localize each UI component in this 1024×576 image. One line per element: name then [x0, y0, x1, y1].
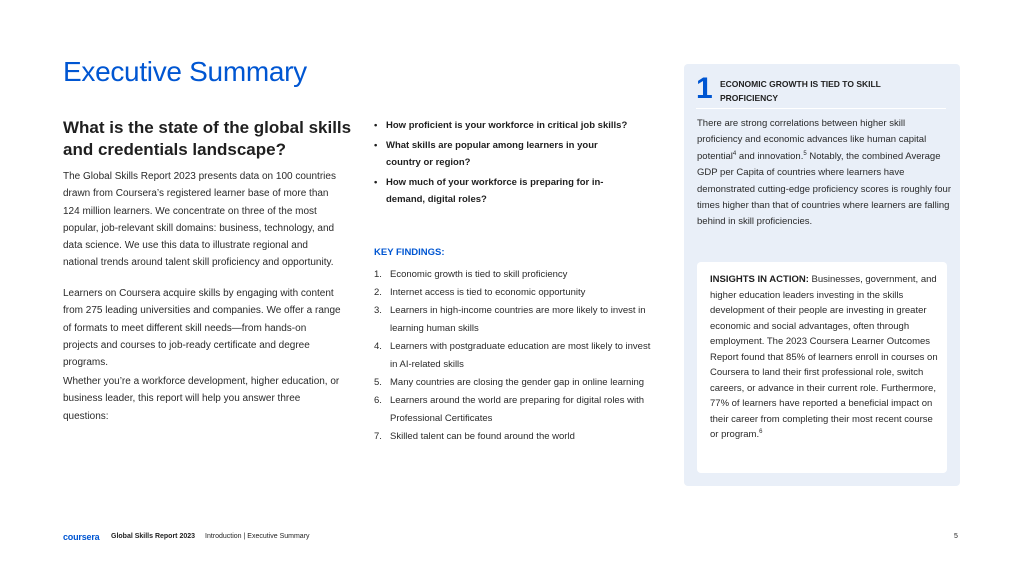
panel-body-text: Notably, the combined Average GDP per Capita of countries where learners have demonstrated cutting-edge proficiency scores is roughly four times higher than that of countries where learners are falling behind in skill proficiencies. — [697, 150, 951, 228]
finding-item — [374, 374, 659, 392]
question-item — [374, 174, 634, 208]
finding-text: Learners with postgraduate education are most likely to invest in AI-related skills — [390, 341, 651, 370]
panel-body-text: and innovation. — [736, 150, 804, 162]
finding-text: Many countries are closing the gender gap in online learning — [390, 377, 645, 388]
intro-paragraph-3: Whether you’re a workforce development, higher education, or business leader, this report will help you answer three questions: — [63, 376, 340, 422]
finding-item — [374, 392, 659, 428]
intro-paragraph-2: Learners on Coursera acquire skills by engaging with content from 275 leading universities and companies. We offer a range of formats to meet different skill needs—from hands-on projects and courses to job-ready certificate and degree programs. — [63, 288, 341, 369]
footnote-ref: 4 — [732, 150, 737, 157]
questions-list — [374, 117, 634, 211]
page-number: 5 — [954, 533, 958, 540]
finding-item — [374, 338, 659, 374]
insights-label: INSIGHTS IN ACTION: — [710, 274, 809, 285]
bullet-icon: • — [374, 140, 378, 151]
finding-number: 1. — [374, 269, 382, 280]
finding-text: Learners in high-income countries are more likely to invest in learning human skills — [390, 305, 646, 334]
section-question: What is the state of the global skills and credentials landscape? — [63, 118, 352, 159]
footer-section-label: Introduction | Executive Summary — [205, 533, 310, 540]
intro-paragraph-1: The Global Skills Report 2023 presents data on 100 countries drawn from Coursera’s registered learner base of more than 124 million learners. We concentrate on three of the most popular, job-relevant skill domains: business, technology, and data science. We use this data to illustrate regional and national trends around talent skill proficiency and opportunity. — [63, 171, 336, 269]
finding-panel-body — [697, 116, 952, 231]
finding-item — [374, 284, 659, 302]
finding-item — [374, 302, 659, 338]
finding-text: Learners around the world are preparing for digital roles with Professional Certificates — [390, 395, 644, 424]
finding-number: 2. — [374, 287, 382, 298]
footnote-ref: 5 — [803, 150, 807, 157]
finding-number-large: 1 — [696, 72, 713, 105]
question-item — [374, 137, 634, 171]
finding-number: 7. — [374, 431, 382, 442]
panel-body-text: There are strong correlations between higher skill proficiency and economic advances like human capital potential — [697, 118, 927, 162]
question-text: What skills are popular among learners in your country or region? — [386, 140, 598, 168]
bullet-icon: • — [374, 177, 378, 188]
question-text: How much of your workforce is preparing for in-demand, digital roles? — [386, 177, 604, 205]
footnote-ref: 6 — [759, 428, 763, 435]
finding-text: Skilled talent can be found around the world — [390, 431, 575, 442]
page-title: Executive Summary — [63, 56, 307, 87]
finding-text: Internet access is tied to economic opportunity — [390, 287, 586, 298]
finding-number: 3. — [374, 305, 382, 316]
key-findings-heading: KEY FINDINGS: — [374, 247, 445, 258]
question-item — [374, 117, 634, 134]
key-findings-list — [374, 266, 659, 446]
finding-number: 4. — [374, 341, 382, 352]
finding-text: Economic growth is tied to skill proficiency — [390, 269, 568, 280]
finding-number: 6. — [374, 395, 382, 406]
insights-body: Businesses, government, and higher education leaders investing in the skills development of their people are investing in greater economic and social advantages, often through employment. The 2023 Coursera Learner Outcomes Report found that 85% of learners enroll in courses on Coursera to land their first professional role, switch careers, or advance in their current role. Furthermore, 77% of learners have reported a beneficial impact on their career from completing their most recent course or program. — [710, 274, 938, 440]
question-text: How proficient is your workforce in critical job skills? — [386, 120, 628, 131]
coursera-logo: coursera — [63, 532, 100, 542]
finding-number: 5. — [374, 377, 382, 388]
finding-panel-heading: ECONOMIC GROWTH IS TIED TO SKILL PROFICIENCY — [720, 79, 881, 103]
panel-divider — [696, 108, 946, 109]
finding-item — [374, 428, 659, 446]
insights-text — [710, 272, 938, 443]
finding-item — [374, 266, 659, 284]
footer-report-title: Global Skills Report 2023 — [111, 533, 196, 540]
bullet-icon: • — [374, 120, 378, 131]
